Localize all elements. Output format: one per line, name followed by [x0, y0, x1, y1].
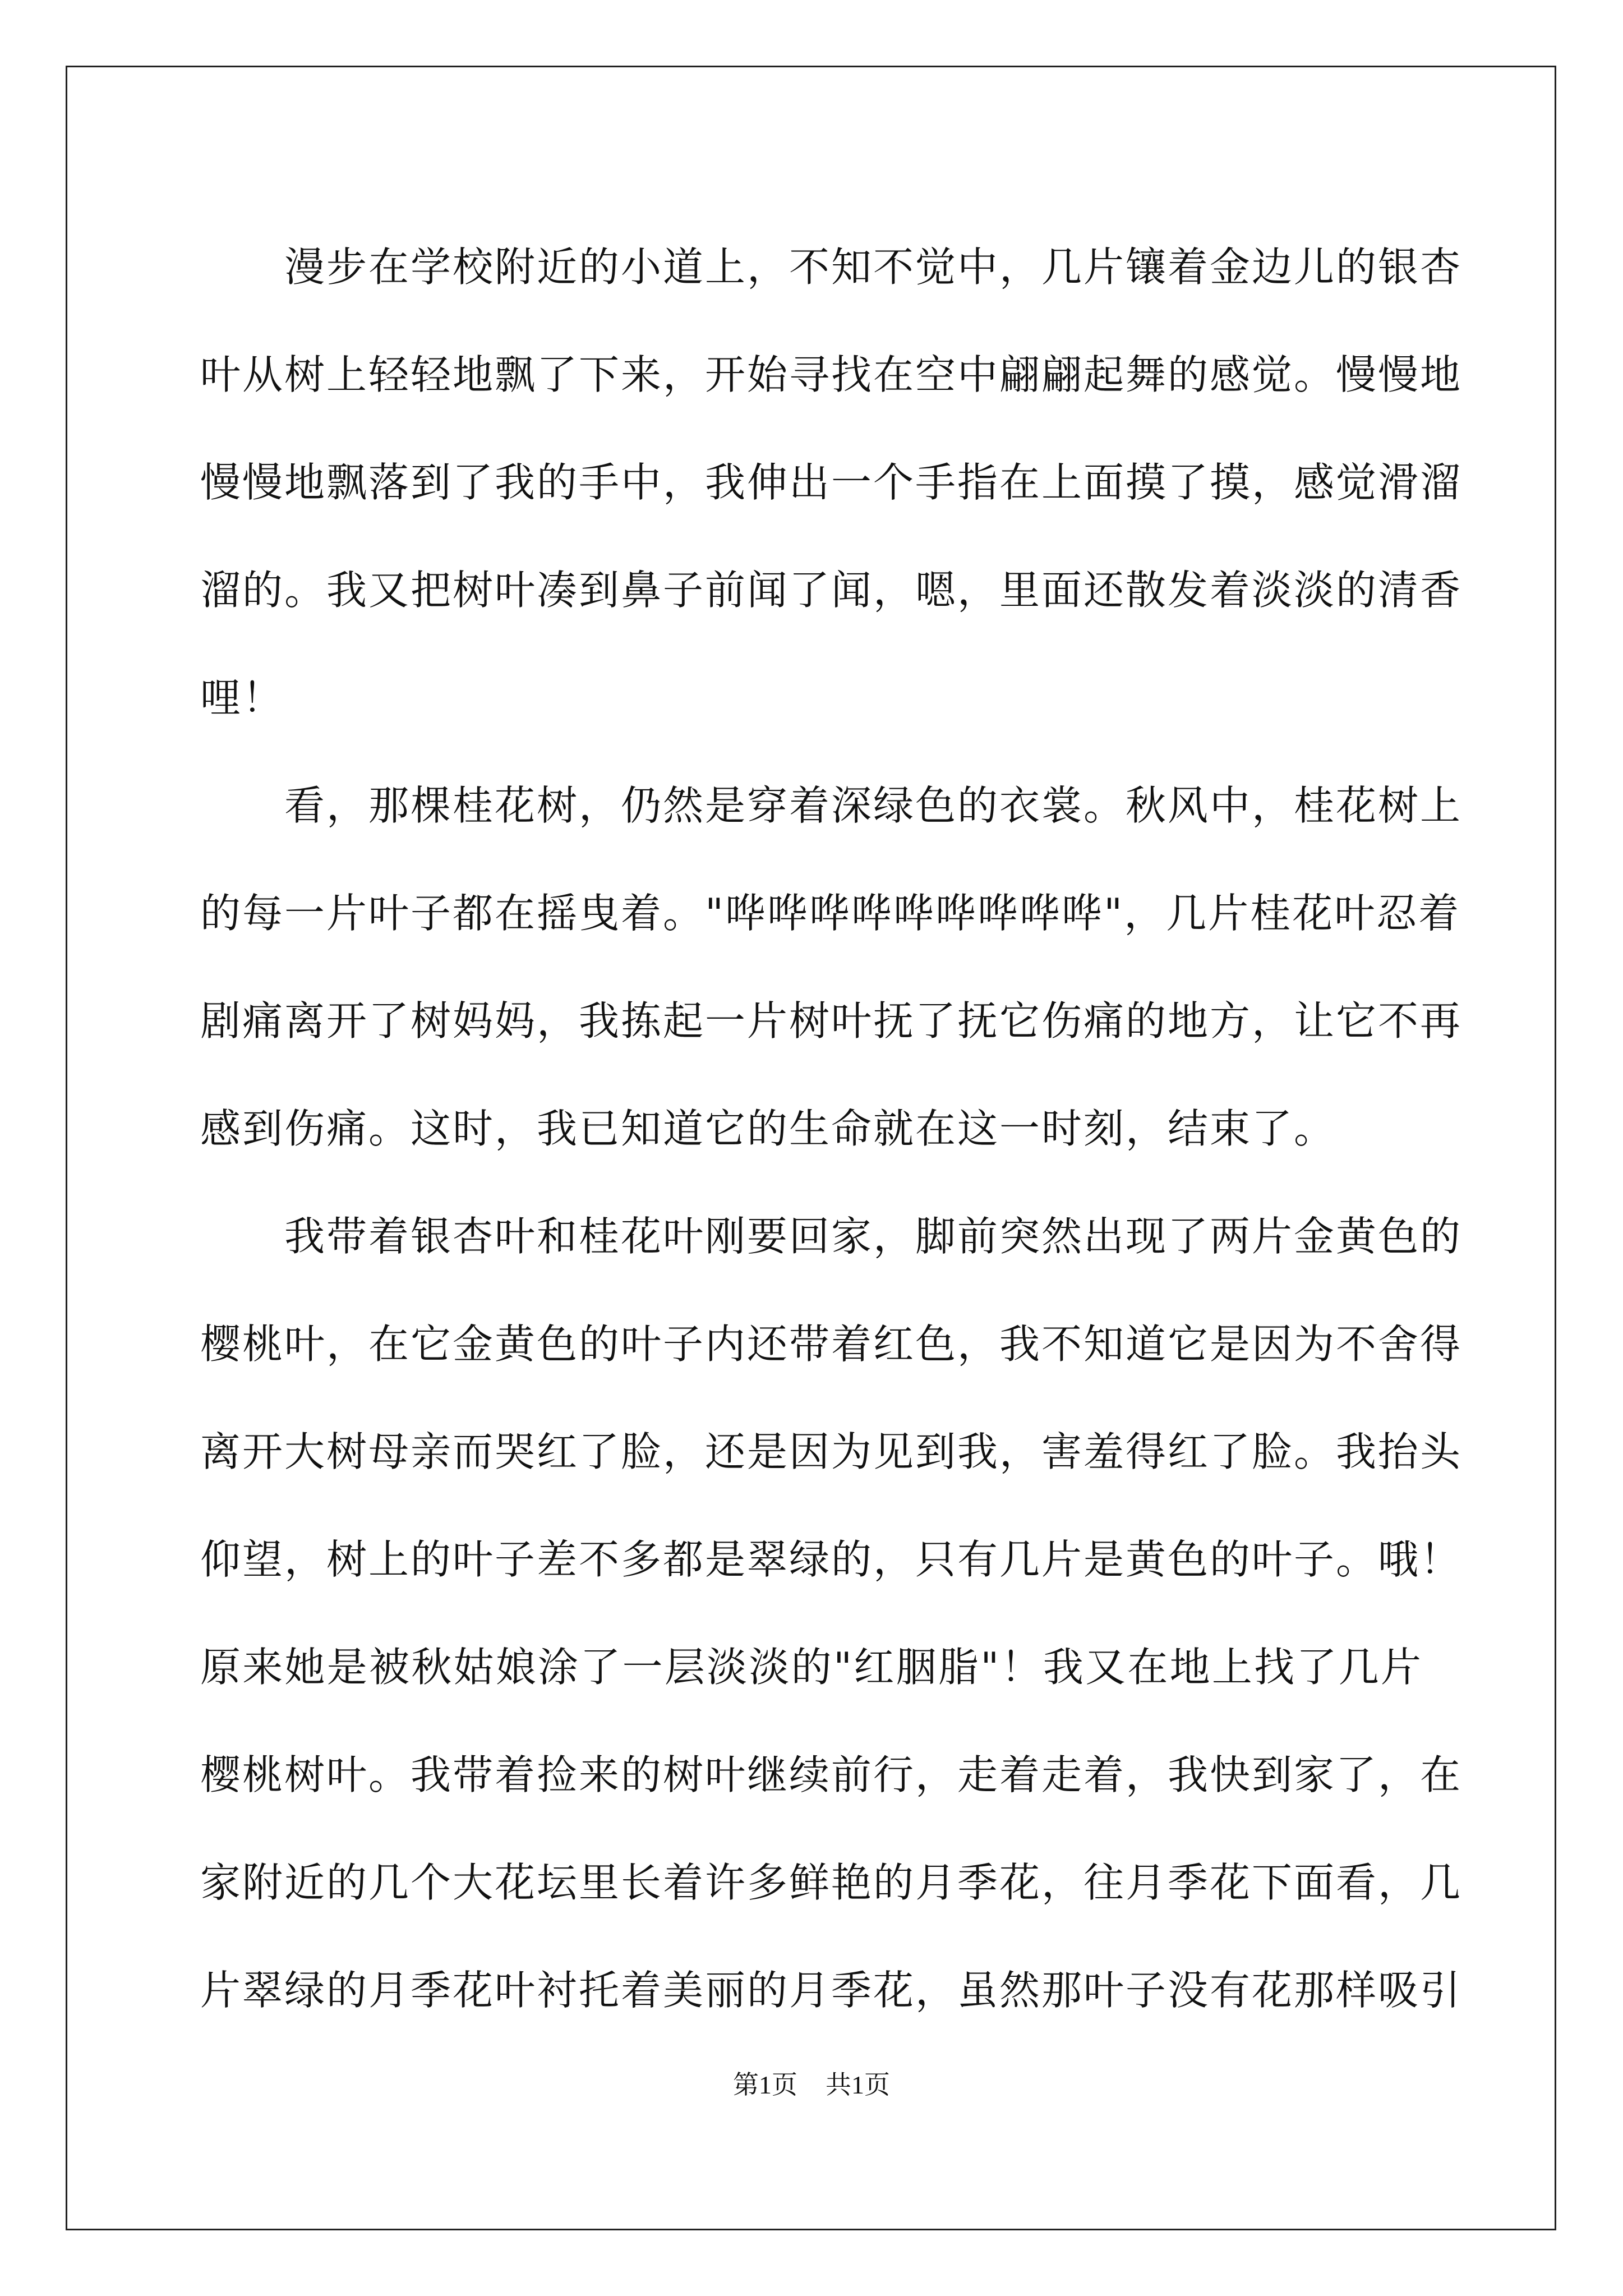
text-line: 剧痛离开了树妈妈，我拣起一片树叶抚了抚它伤痛的地方，让它不再 — [200, 997, 1463, 1045]
text-line: 片翠绿的月季花叶衬托着美丽的月季花，虽然那叶子没有花那样吸引 — [200, 1967, 1463, 2014]
paragraph — [200, 752, 1463, 1182]
text-line: 哩！ — [200, 674, 285, 721]
text-line: 感到伤痛。这时，我已知道它的生命就在这一时刻，结束了。 — [200, 1105, 1336, 1152]
page-number: 第1页 — [733, 2070, 797, 2099]
paragraph — [200, 213, 1463, 752]
text-line: 樱桃叶，在它金黄色的叶子内还带着红色，我不知道它是因为不舍得 — [200, 1320, 1463, 1368]
text-line: 我带着银杏叶和桂花叶刚要回家，脚前突然出现了两片金黄色的 — [284, 1213, 1463, 1260]
text-line: 看，那棵桂花树，仍然是穿着深绿色的衣裳。秋风中，桂花树上 — [284, 782, 1463, 829]
text-line: 漫步在学校附近的小道上，不知不觉中，几片镶着金边儿的银杏 — [284, 243, 1463, 291]
text-line: 叶从树上轻轻地飘了下来，开始寻找在空中翩翩起舞的感觉。慢慢地 — [200, 351, 1463, 398]
page-total: 共1页 — [826, 2070, 890, 2099]
text-line: 溜的。我又把树叶凑到鼻子前闻了闻，嗯，里面还散发着淡淡的清香 — [200, 567, 1463, 614]
text-line: 慢慢地飘落到了我的手中，我伸出一个手指在上面摸了摸，感觉滑溜 — [200, 459, 1463, 506]
text-line: 的每一片叶子都在摇曳着。"哗哗哗哗哗哗哗哗哗"，几片桂花叶忍着 — [200, 890, 1461, 937]
text-line: 离开大树母亲而哭红了脸，还是因为见到我，害羞得红了脸。我抬头 — [200, 1428, 1463, 1475]
text-line: 家附近的几个大花坛里长着许多鲜艳的月季花，往月季花下面看，几 — [200, 1859, 1463, 1906]
text-line: 樱桃树叶。我带着捡来的树叶继续前行，走着走着，我快到家了，在 — [200, 1751, 1463, 1798]
text-line: 原来她是被秋姑娘涂了一层淡淡的"红胭脂"！我又在地上找了几片 — [200, 1644, 1423, 1691]
text-line: 仰望，树上的叶子差不多都是翠绿的，只有几片是黄色的叶子。哦！ — [200, 1536, 1463, 1583]
document-body — [200, 213, 1463, 2044]
paragraph — [200, 1182, 1463, 2044]
page-footer — [0, 2064, 1623, 2101]
